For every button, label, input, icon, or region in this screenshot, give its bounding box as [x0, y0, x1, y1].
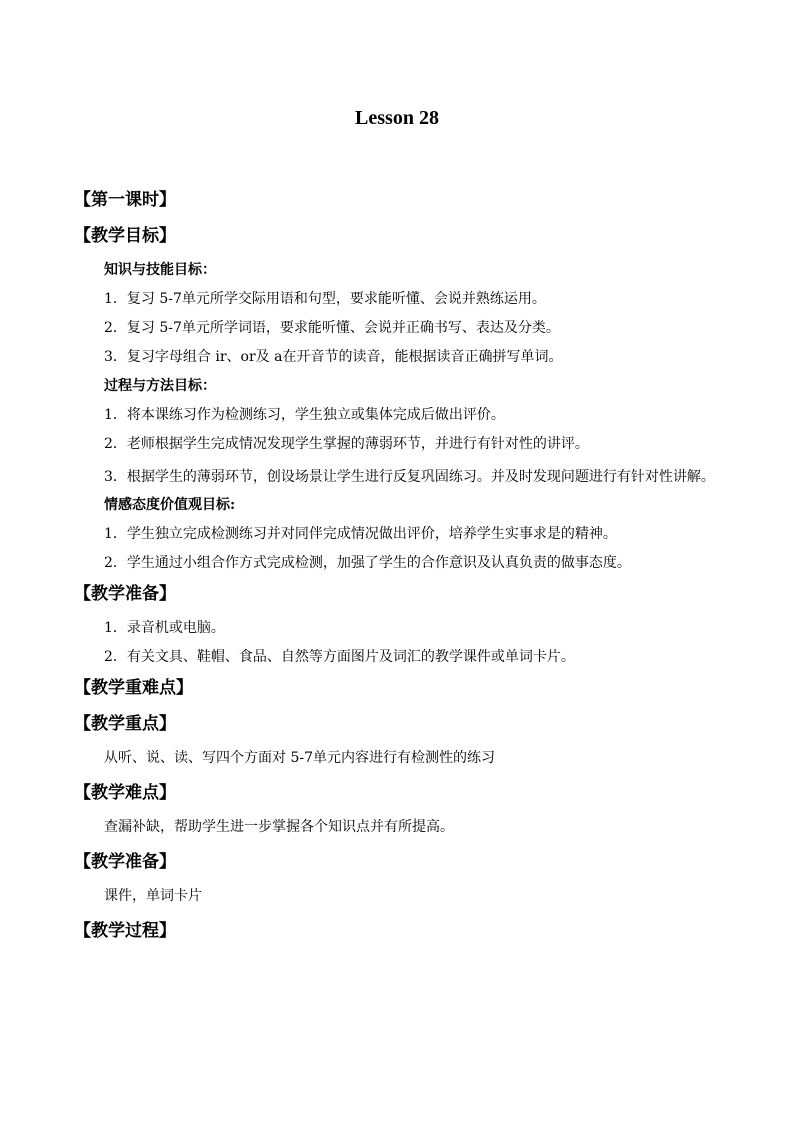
emotion-item-2: 2．学生通过小组合作方式完成检测，加强了学生的合作意识及认真负责的做事态度。	[104, 555, 631, 571]
heading-first-period: 【第一课时】	[74, 190, 176, 210]
process-item-2: 2．老师根据学生完成情况发现学生掌握的薄弱环节，并进行有针对性的讲评。	[104, 436, 589, 452]
document-title: Lesson 28	[355, 107, 439, 129]
knowledge-item-1: 1．复习 5-7单元所学交际用语和句型，要求能听懂、会说并熟练运用。	[104, 291, 546, 307]
knowledge-item-3: 3．复习字母组合 ir、or及 a在开音节的读音，能根据读音正确拼写单词。	[104, 349, 563, 365]
heading-teaching-goals: 【教学目标】	[74, 226, 176, 246]
prep-text-2: 课件，单词卡片	[104, 888, 202, 904]
prep-item-2: 2．有关文具、鞋帽、食品、自然等方面图片及词汇的教学课件或单词卡片。	[104, 649, 575, 665]
subheading-emotion: 情感态度价值观目标:	[104, 497, 236, 513]
heading-teaching-prep-2: 【教学准备】	[74, 852, 176, 872]
heading-teaching-process: 【教学过程】	[74, 921, 176, 941]
difficult-points-text: 查漏补缺，帮助学生进一步掌握各个知识点并有所提高。	[104, 819, 454, 835]
process-item-3: 3．根据学生的薄弱环节，创设场景让学生进行反复巩固练习。并及时发现问题进行有针对性讲解。	[104, 469, 715, 485]
prep-item-1: 1．录音机或电脑。	[104, 620, 225, 636]
subheading-knowledge-skills: 知识与技能目标：	[104, 262, 216, 278]
subheading-process-method: 过程与方法目标：	[104, 378, 216, 394]
process-item-1: 1．将本课练习作为检测练习，学生独立或集体完成后做出评价。	[104, 407, 505, 423]
heading-teaching-prep: 【教学准备】	[74, 584, 176, 604]
heading-key-points: 【教学重点】	[74, 714, 176, 734]
emotion-item-1: 1．学生独立完成检测练习并对同伴完成情况做出评价，培养学生实事求是的精神。	[104, 526, 617, 542]
key-points-text: 从听、说、读、写四个方面对 5-7单元内容进行有检测性的练习	[104, 750, 495, 766]
heading-difficult-points: 【教学难点】	[74, 783, 176, 803]
document-body	[74, 188, 724, 943]
knowledge-item-2: 2．复习 5-7单元所学词语，要求能听懂、会说并正确书写、表达及分类。	[104, 320, 560, 336]
heading-key-difficult: 【教学重难点】	[74, 678, 193, 698]
